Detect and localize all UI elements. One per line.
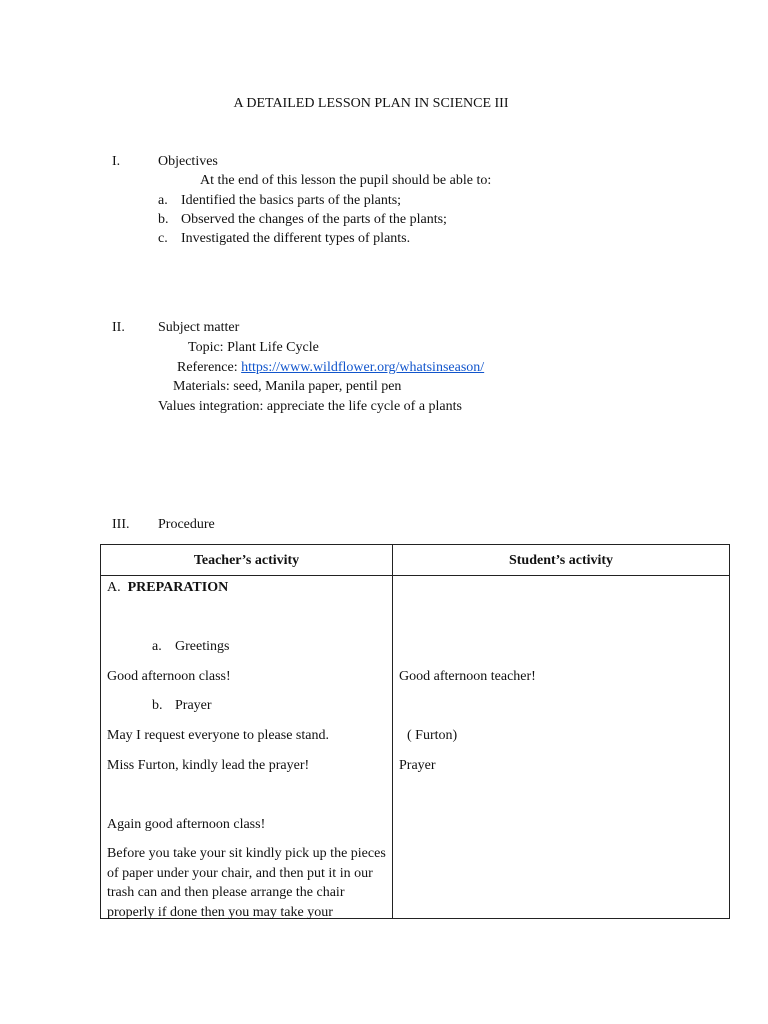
student-activity-cell (393, 576, 730, 919)
topic-line: Topic: Plant Life Cycle (188, 340, 319, 355)
section-1-number: I. (112, 154, 121, 169)
objective-item: Investigated the different types of plants. (181, 231, 411, 246)
objective-marker: c. (158, 231, 168, 246)
objective-marker: a. (158, 193, 168, 208)
objectives-intro: At the end of this lesson the pupil should be able to: (200, 173, 492, 188)
section-2-heading: Subject matter (158, 320, 240, 335)
teacher-request-stand: May I request everyone to please stand. (107, 728, 329, 743)
student-activity-header: Student’s activity (393, 545, 730, 576)
values-integration-line: Values integration: appreciate the life cycle of a plants (158, 399, 462, 414)
teacher-activity-header: Teacher’s activity (101, 545, 393, 576)
student-prayer: Prayer (399, 758, 436, 773)
teacher-greeting: Good afternoon class! (107, 669, 231, 684)
objective-item: Identified the basics parts of the plants; (181, 193, 402, 208)
prayer-label: Prayer (175, 698, 212, 713)
section-3-heading: Procedure (158, 517, 215, 532)
teacher-lead-prayer: Miss Furton, kindly lead the prayer! (107, 758, 310, 773)
teacher-activity-cell (101, 576, 393, 919)
preparation-heading (107, 578, 228, 597)
greetings-label: Greetings (175, 639, 230, 654)
teacher-instructions: Before you take your sit kindly pick up the pieces of paper under your chair, and then put it in our trash can and then please arrange the chair properly if done then you may take your (107, 846, 386, 920)
prayer-marker: b. (152, 698, 163, 713)
greetings-marker: a. (152, 639, 162, 654)
reference-line (177, 358, 484, 377)
teacher-again-greeting: Again good afternoon class! (107, 817, 266, 832)
preparation-title: PREPARATION (127, 580, 229, 595)
reference-label: Reference: (177, 360, 242, 375)
document-title: A DETAILED LESSON PLAN IN SCIENCE III (233, 96, 509, 111)
procedure-table (100, 544, 730, 919)
section-2-number: II. (112, 320, 125, 335)
student-furton: ( Furton) (407, 728, 458, 743)
table-header-row (101, 545, 730, 576)
section-1-heading: Objectives (158, 154, 218, 169)
materials-line: Materials: seed, Manila paper, pentil pen (173, 379, 402, 394)
student-greeting-reply: Good afternoon teacher! (399, 669, 536, 684)
objective-marker: b. (158, 212, 169, 227)
table-row (101, 576, 730, 919)
objective-item: Observed the changes of the parts of the plants; (181, 212, 447, 227)
preparation-letter: A. (107, 580, 121, 595)
reference-link[interactable]: https://www.wildflower.org/whatsinseason/ (241, 360, 485, 375)
section-3-number: III. (112, 517, 130, 532)
